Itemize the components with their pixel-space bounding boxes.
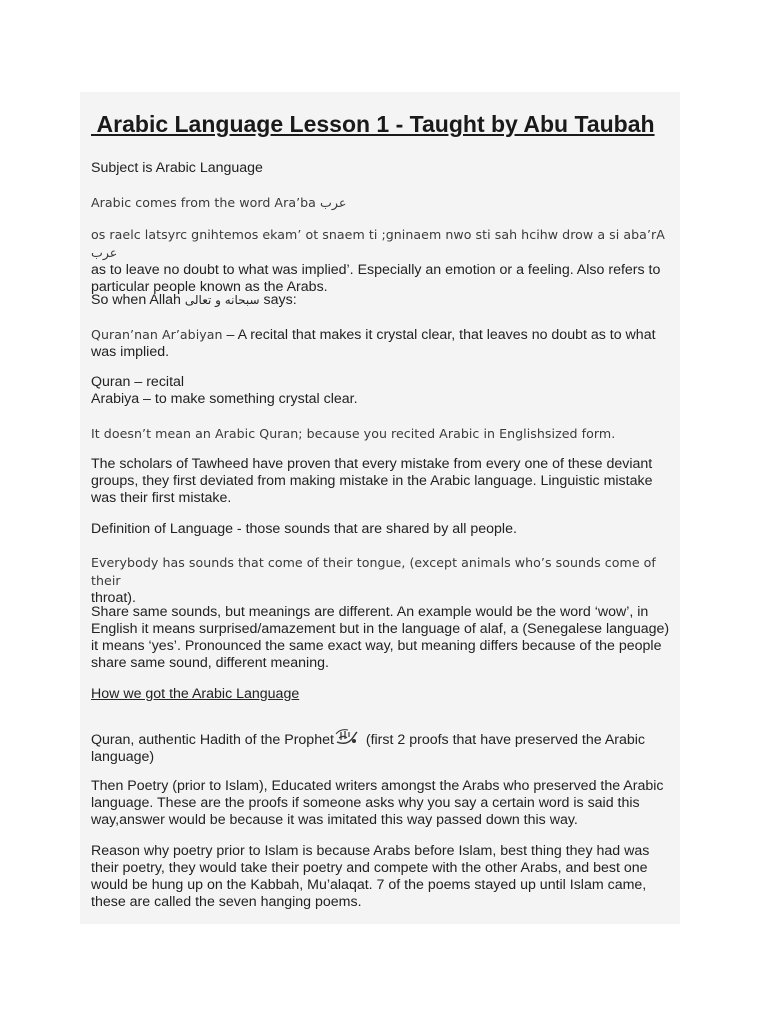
quran-definition-text: – A recital that makes it crystal clear, that leaves no doubt as to what was implied. (91, 327, 656, 360)
word-origin-text: Arabic comes from the word Ara’ba عرب (91, 195, 347, 210)
meaning-paragraph (91, 226, 676, 296)
hadith-suffix: (first 2 proofs that have preserved the Arabic language) (91, 732, 646, 765)
doesnt-mean-paragraph: It doesn’t mean an Arabic Quran; because you recited Arabic in Englishsized form. (91, 426, 616, 441)
meaning-rest-text: as to leave no doubt to what was implied’. Especially an emotion or a feeling. Also refers to particular people known as the Arabs. (91, 262, 661, 295)
allah-says-paragraph (91, 292, 676, 309)
arabiya-line: Arabiya – to make something crystal clear. (91, 391, 358, 407)
everybody-light-text: Everybody has sounds that come of their tongue, (except animals who’s sounds come of their (91, 555, 656, 588)
hadith-paragraph (91, 728, 676, 766)
quran-arabiyan-term: Quran’nan Ar’abiyan (91, 327, 223, 342)
share-sounds-paragraph: Share same sounds, but meanings are different. An example would be the word ‘wow’, in English it means surprised/amazement but in the language of alaf, a (Senegalese language) it means ‘yes’. Pronounced the same exact way, but meaning differs because of the people share same sound, different meaning. (91, 604, 670, 671)
quran-recital-line: Quran – recital (91, 374, 185, 390)
everybody-rest-text: throat). (91, 590, 136, 606)
poetry-paragraph: Then Poetry (prior to Islam), Educated writers amongst the Arabs who preserved the Arabic language. These are the proofs if someone asks why you say a certain word is said this way,answer would be because it was imitated this way passed down this way. (91, 778, 664, 828)
scholars-paragraph: The scholars of Tawheed have proven that every mistake from every one of these deviant groups, they first deviated from making mistake in the Arabic language. Linguistic mistake was their first mistake. (91, 456, 653, 506)
how-we-got-heading: How we got the Arabic Language (91, 686, 300, 702)
document-title: Arabic Language Lesson 1 - Taught by Abu Taubah (91, 111, 655, 137)
allah-arabic-honorific: سبحانه و تعالى (184, 293, 260, 307)
reason-poetry-paragraph: Reason why poetry prior to Islam is because Arabs before Islam, best thing they had was their poetry, they would take their poetry and compete with the other Arabs, and best one would be hung up on the Kabbah, Mu’alaqat. 7 of the poems stayed up until Islam came, these are called the seven hanging poems. (91, 843, 650, 910)
document-page (80, 92, 680, 924)
subject-paragraph: Subject is Arabic Language (91, 160, 263, 176)
definition-paragraph: Definition of Language - those sounds that are shared by all people. (91, 521, 517, 537)
word-origin-paragraph (91, 194, 676, 211)
quran-definition-paragraph (91, 326, 676, 361)
recital-definitions (91, 374, 676, 408)
hadith-prefix: Quran, authentic Hadith of the Prophet (91, 732, 334, 748)
meaning-reversed-line: os raelc latsyrc gnihtemos ekam’ ot snaem ti ;gninaem nwo sti sah hcihw drow a si aba’rA عرب (91, 227, 665, 260)
everybody-paragraph (91, 554, 676, 607)
allah-says-prefix: So when Allah (91, 292, 185, 308)
salawat-calligraphy-icon (335, 728, 361, 746)
allah-says-suffix: says: (259, 292, 297, 308)
